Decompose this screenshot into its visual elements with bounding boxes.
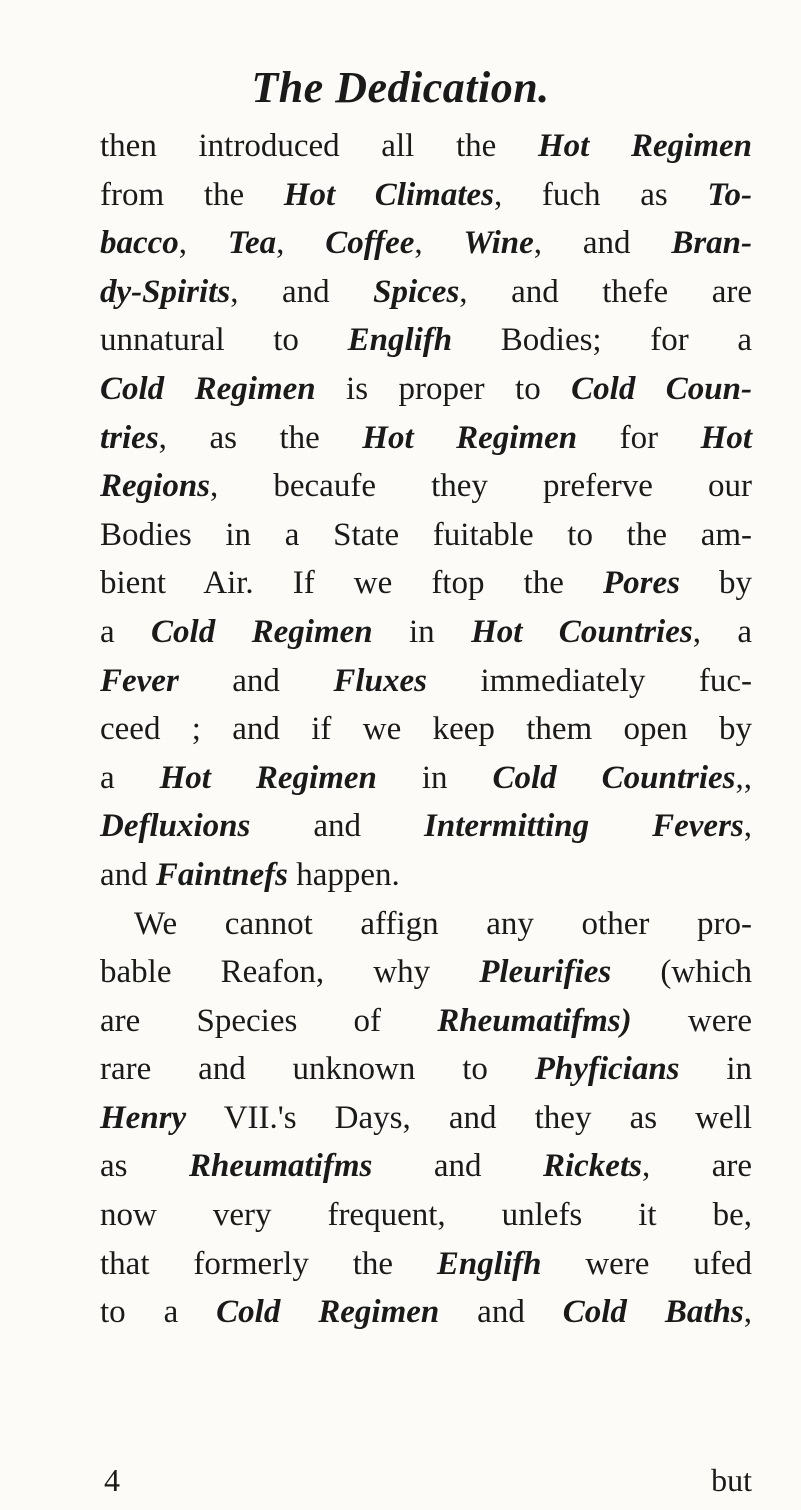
italic-term: Fever	[100, 662, 179, 699]
text-run: in	[679, 1051, 752, 1088]
italic-term: Regions	[100, 468, 211, 505]
italic-term: Hot Climates	[283, 176, 494, 213]
signature-mark: 4	[104, 1462, 120, 1498]
text-line	[100, 1240, 752, 1289]
text-run: then introduced all the	[100, 128, 538, 164]
text-run: ,	[743, 1294, 752, 1331]
italic-term: tries	[100, 419, 159, 456]
italic-term: dy-Spirits	[100, 273, 231, 310]
italic-term: Hot Countries	[471, 613, 693, 650]
italic-term: Phyficians	[534, 1051, 680, 1088]
italic-term: Tea	[227, 225, 277, 262]
text-line	[100, 1142, 752, 1191]
italic-term: Cold Countries	[492, 759, 736, 796]
text-line	[100, 608, 752, 657]
running-head: The Dedication.	[251, 63, 550, 112]
text-line	[100, 802, 752, 851]
text-run: VII.'s Days, and they as well	[186, 1099, 752, 1136]
text-run: is proper to	[315, 370, 572, 407]
italic-term: Englifh	[347, 322, 453, 359]
italic-term: Coffee	[325, 225, 415, 262]
text-run: in	[372, 613, 472, 650]
text-line	[100, 122, 752, 171]
italic-term: Wine	[463, 225, 534, 262]
text-run: immediately fuc-	[426, 662, 752, 699]
text-run: , becaufe they preferve our	[210, 468, 752, 505]
italic-term: Fluxes	[333, 662, 427, 699]
text-run: and	[372, 1148, 543, 1185]
text-line	[100, 414, 752, 463]
text-run: for	[577, 419, 701, 456]
italic-term: Englifh	[436, 1245, 542, 1282]
text-line	[100, 1288, 752, 1337]
text-run: , as the	[158, 419, 363, 456]
text-run: that formerly the	[100, 1245, 437, 1282]
text-run: and	[178, 662, 334, 699]
italic-term: Cold Regimen	[151, 613, 373, 650]
text-run: rare and unknown to	[100, 1051, 535, 1088]
text-line	[100, 900, 752, 949]
text-line	[100, 511, 752, 560]
text-run: bable Reafon, why	[100, 954, 480, 991]
text-line	[100, 268, 752, 317]
text-run: in	[376, 759, 493, 796]
text-line	[100, 705, 752, 754]
italic-term: Intermitting Fevers	[424, 808, 744, 845]
page-footer	[100, 1460, 752, 1500]
text-run: , a	[692, 613, 752, 650]
text-line	[100, 754, 752, 803]
text-run: ,,	[735, 759, 752, 796]
text-run: unnatural to	[100, 322, 348, 359]
text-line	[100, 997, 752, 1046]
text-line	[100, 1094, 752, 1143]
text-run: , fuch as	[493, 176, 708, 213]
text-line	[100, 1191, 752, 1240]
text-run: were	[631, 1002, 752, 1039]
italic-term: Hot Regimen	[362, 419, 578, 456]
text-run: Bodies in a State fuitable to the am-	[100, 516, 752, 553]
text-run: a	[100, 613, 152, 650]
text-run: bient Air. If we ftop the	[100, 565, 603, 602]
italic-term: Defluxions	[100, 808, 251, 845]
italic-term: Cold Regimen	[216, 1294, 440, 1331]
text-run: now very frequent, unlefs it be,	[100, 1197, 752, 1234]
italic-term: Hot Regimen	[537, 128, 752, 164]
text-line	[100, 316, 752, 365]
text-line	[100, 851, 752, 900]
italic-term: Pleurifies	[479, 954, 612, 991]
body-text	[100, 122, 752, 1337]
text-run: are Species of	[100, 1002, 438, 1039]
text-run: from the	[100, 176, 284, 213]
text-run: to a	[100, 1294, 217, 1331]
text-run: ,	[414, 225, 464, 262]
italic-term: To-	[707, 176, 752, 213]
text-line	[100, 171, 752, 220]
text-run: , are	[641, 1148, 752, 1185]
text-run: , and	[230, 273, 374, 310]
italic-term: Cold Regimen	[100, 370, 316, 407]
text-line	[100, 365, 752, 414]
text-run: ceed ; and if we keep them open by	[100, 711, 752, 748]
text-run: , and	[533, 225, 672, 262]
text-run: and	[439, 1294, 563, 1331]
text-run: and	[100, 856, 156, 893]
italic-term: Cold Coun-	[571, 370, 752, 407]
text-run: were ufed	[541, 1245, 752, 1282]
text-run: ,	[178, 225, 228, 262]
italic-term: Rickets	[542, 1148, 642, 1185]
italic-term: Bran-	[671, 225, 753, 262]
text-line	[100, 219, 752, 268]
text-line	[100, 559, 752, 608]
italic-term: Henry	[100, 1099, 187, 1136]
italic-term: Faintnefs	[155, 856, 288, 893]
text-run: ,	[276, 225, 326, 262]
catchword: but	[711, 1462, 752, 1498]
italic-term: Rheumatifms)	[437, 1002, 632, 1039]
text-run: happen.	[287, 856, 400, 893]
italic-term: Hot	[700, 419, 752, 456]
text-run: by	[679, 565, 753, 602]
text-run: Bodies; for a	[452, 322, 752, 359]
italic-term: Hot Regimen	[159, 759, 377, 796]
text-run: as	[100, 1148, 189, 1185]
text-line	[100, 657, 752, 706]
italic-term: Rheumatifms	[188, 1148, 373, 1185]
text-run: ,	[743, 808, 752, 845]
text-run: (which	[611, 954, 753, 991]
italic-term: Pores	[602, 565, 680, 602]
text-run: We cannot affign any other pro-	[134, 905, 752, 942]
text-run: , and thefe are	[459, 273, 752, 310]
italic-term: Spices	[373, 273, 460, 310]
text-line	[100, 948, 752, 997]
text-line	[100, 1045, 752, 1094]
text-run: and	[250, 808, 425, 845]
text-run: a	[100, 759, 160, 796]
text-line	[100, 462, 752, 511]
italic-term: bacco	[100, 225, 179, 262]
italic-term: Cold Baths	[562, 1294, 744, 1331]
